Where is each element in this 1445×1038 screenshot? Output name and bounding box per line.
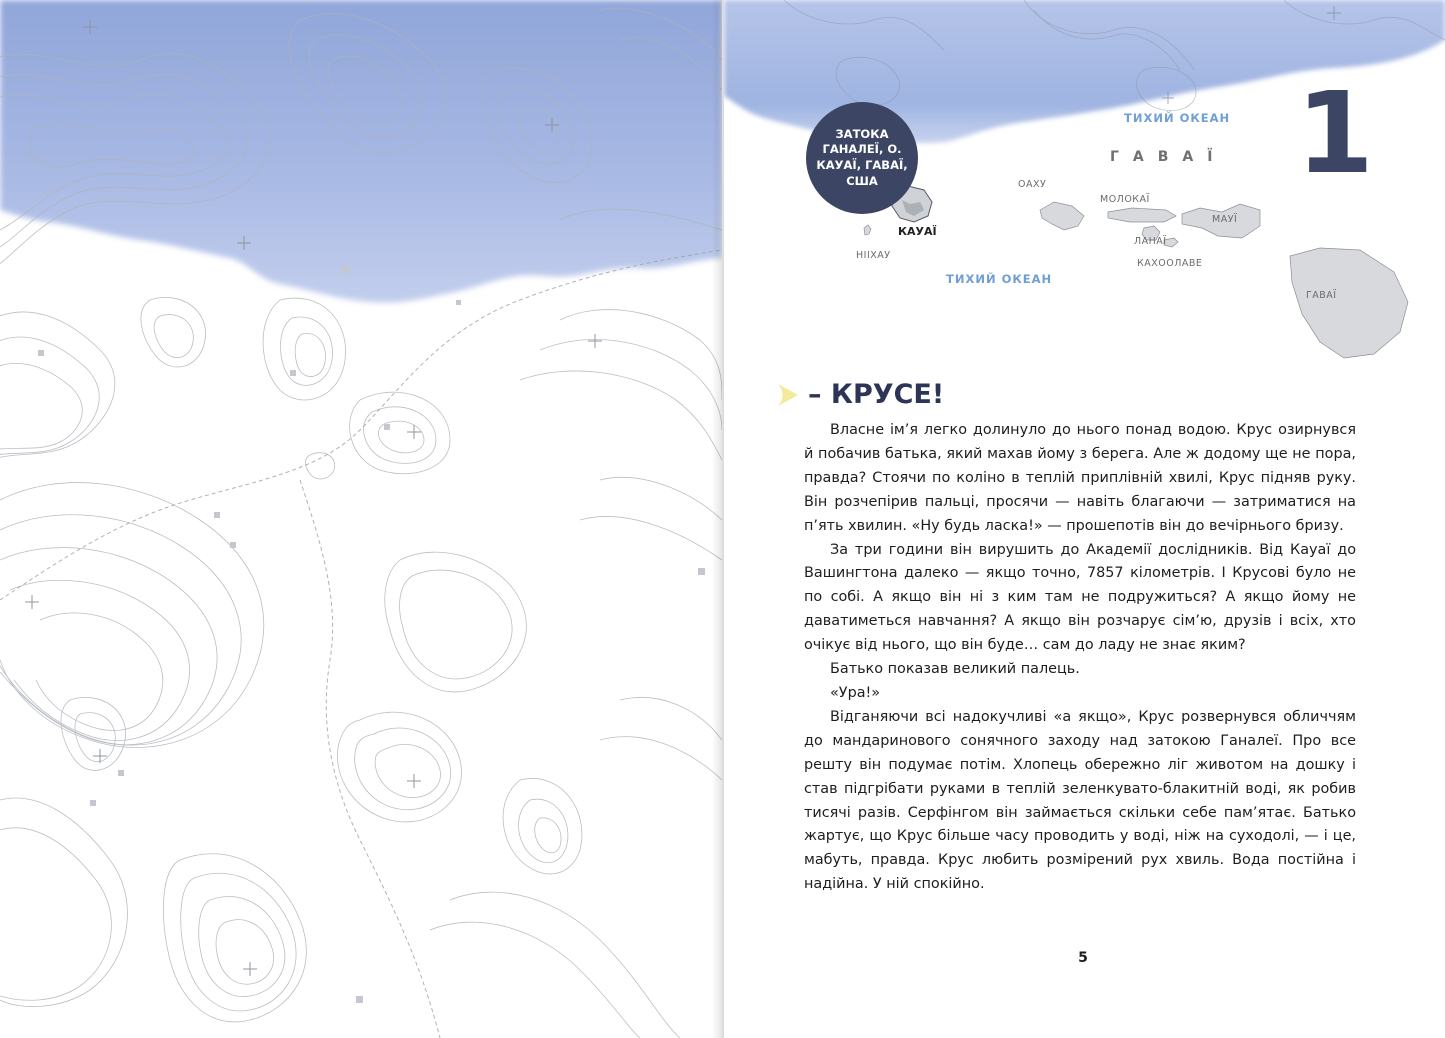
location-badge xyxy=(806,102,918,214)
island-molokai-shape xyxy=(1108,208,1176,222)
left-page-topographic-map xyxy=(0,0,722,1038)
island-label-lanai: ЛАНАЇ xyxy=(1134,236,1167,247)
chapter-text xyxy=(804,375,1356,897)
paragraph: Відганяючи всі надокучливі «а якщо», Крус розвернувся обличчям до мандаринового сонячного заходу над затокою Ганалеї. Про все решту він подумає потім. Хлопець обережно ліг животом на дошку і став підгрібати руками в теплій зеленкувато-блакитній воді, як робив тисячі разів. Серфінгом він займається скільки себе пам’ятає. Батько жартує, що Крус більше часу проводить у воді, ніж на суходолі, — і це, мабуть, правда. Крус любить розмірений рух хвиль. Вода постійна і надійна. У ній спокійно. xyxy=(804,708,1356,893)
island-label-kauai: КАУАЇ xyxy=(898,225,937,238)
chapter-heading-text: – КРУСЕ! xyxy=(808,379,945,410)
island-label-hawaii: ГАВАЇ xyxy=(1306,290,1337,301)
island-label-niihau: НІІХАУ xyxy=(856,250,891,261)
location-label: ЗАТОКА ГАНАЛЕЇ, О. КАУАЇ, ГАВАЇ, США xyxy=(816,126,908,188)
dashed-trail xyxy=(0,250,722,1038)
paragraph: За три години він вирушить до Академії дослідників. Від Кауаї до Вашингтона далеко — якщо точно, 7857 кілометрів. І Крусові було не по собі. А якщо він ні з ким там не подружиться? А якщо йому не даватиметься навчання? А якщо він розчарує сім’ю, друзів і всіх, хто очікує від нього, що він буде… сам до ладу не знає яким? xyxy=(804,541,1356,654)
island-label-molokai: МОЛОКАЇ xyxy=(1100,194,1150,205)
paragraph: Батько показав великий палець. xyxy=(830,661,1080,678)
topographic-illustration xyxy=(0,0,722,1038)
archipelago-label: ГАВАЇ xyxy=(1110,149,1227,165)
island-niihau-shape xyxy=(864,225,871,235)
ocean-label-bottom: ТИХИЙ ОКЕАН xyxy=(946,272,1053,286)
chapter-number: 1 xyxy=(1296,69,1374,199)
island-hawaii-shape xyxy=(1290,248,1408,358)
island-label-kahoolawe: КАХООЛАВЕ xyxy=(1137,258,1203,269)
island-label-oahu: ОАХУ xyxy=(1018,179,1047,190)
ocean-label-top: ТИХИЙ ОКЕАН xyxy=(1124,111,1231,125)
watercolor-wash xyxy=(0,0,722,303)
yellow-triangle-marker-icon xyxy=(778,384,798,406)
paragraph: Власне ім’я легко долинуло до нього понад водою. Крус озирнувся й побачив батька, який махав йому з берега. Але ж додому ще не пора, правда? Стоячи по коліно в теплій приплівній хвилі, Крус підняв руку. Він розчепірив пальці, просячи — навіть благаючи — затриматися на п’ять хвилин. «Ну будь ласка!» — прошепотів він до вечірнього бризу. xyxy=(804,422,1356,534)
paragraph: «Ура!» xyxy=(830,684,881,701)
island-label-maui: МАУЇ xyxy=(1212,214,1238,225)
chapter-heading xyxy=(778,375,1356,415)
page-number: 5 xyxy=(1078,950,1088,966)
island-oahu-shape xyxy=(1040,202,1084,230)
